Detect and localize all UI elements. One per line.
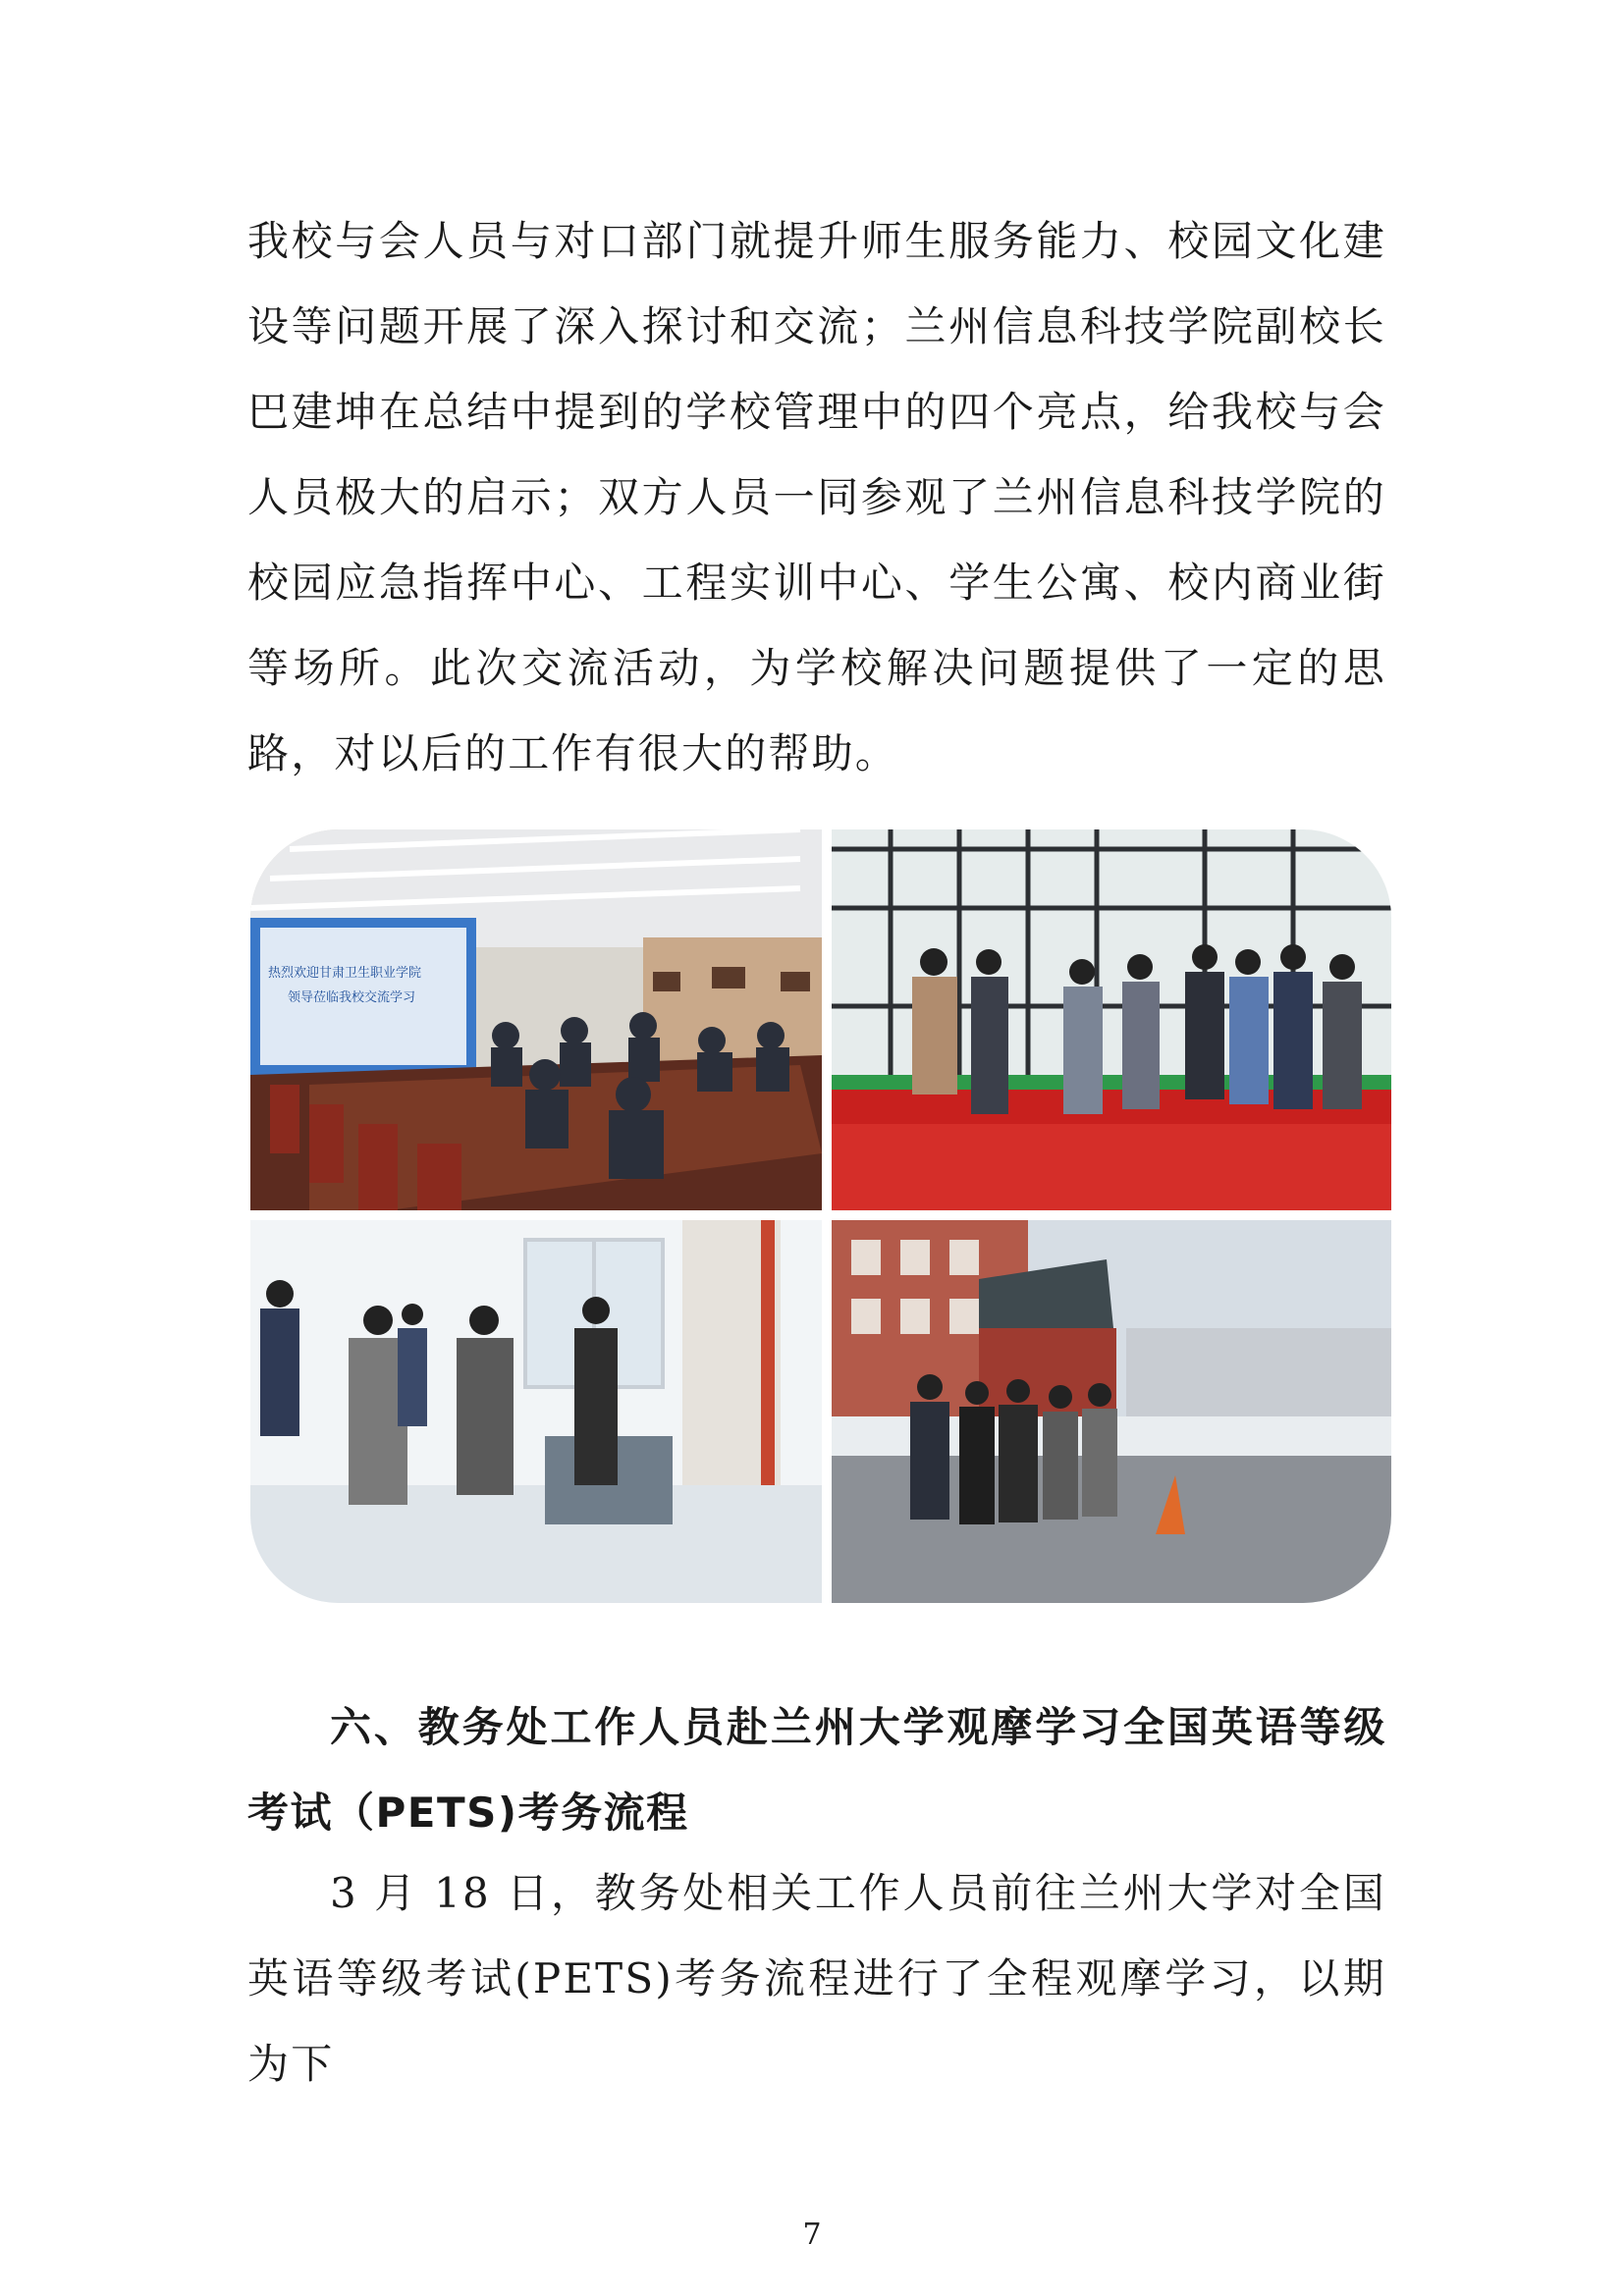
body-paragraph: 我校与会人员与对口部门就提升师生服务能力、校园文化建设等问题开展了深入探讨和交流；兰州信息科技学院副校长巴建坤在总结中提到的学校管理中的四个亮点，给我校与会人员极大的启示；双方人员一同参观了兰州信息科技学院的校园应急指挥中心、工程实训中心、学生公寓、校内商业街等场所。此次交流活动，为学校解决问题提供了一定的思路，对以后的工作有很大的帮助。 (247, 217, 1386, 777)
lobby-visit-photo (832, 829, 1391, 1210)
meeting-room-photo (250, 829, 822, 1210)
page-number: 7 (802, 2217, 822, 2252)
body-paragraph: 3 月 18 日，教务处相关工作人员前往兰州大学对全国英语等级考试(PETS)考务流程进行了全程观摩学习，以期为下 (247, 1869, 1386, 2088)
banner-text-line2: 领导莅临我校交流学习 (288, 990, 416, 1005)
banner-text-line1: 热烈欢迎甘肃卫生职业学院 (268, 966, 422, 981)
campus-walk-photo (832, 1220, 1391, 1603)
section-heading: 六、教务处工作人员赴兰州大学观摩学习全国英语等级考试（PETS)考务流程 (247, 1703, 1386, 1837)
dormitory-visit-photo (250, 1220, 822, 1603)
photo-collage (250, 829, 1391, 1603)
